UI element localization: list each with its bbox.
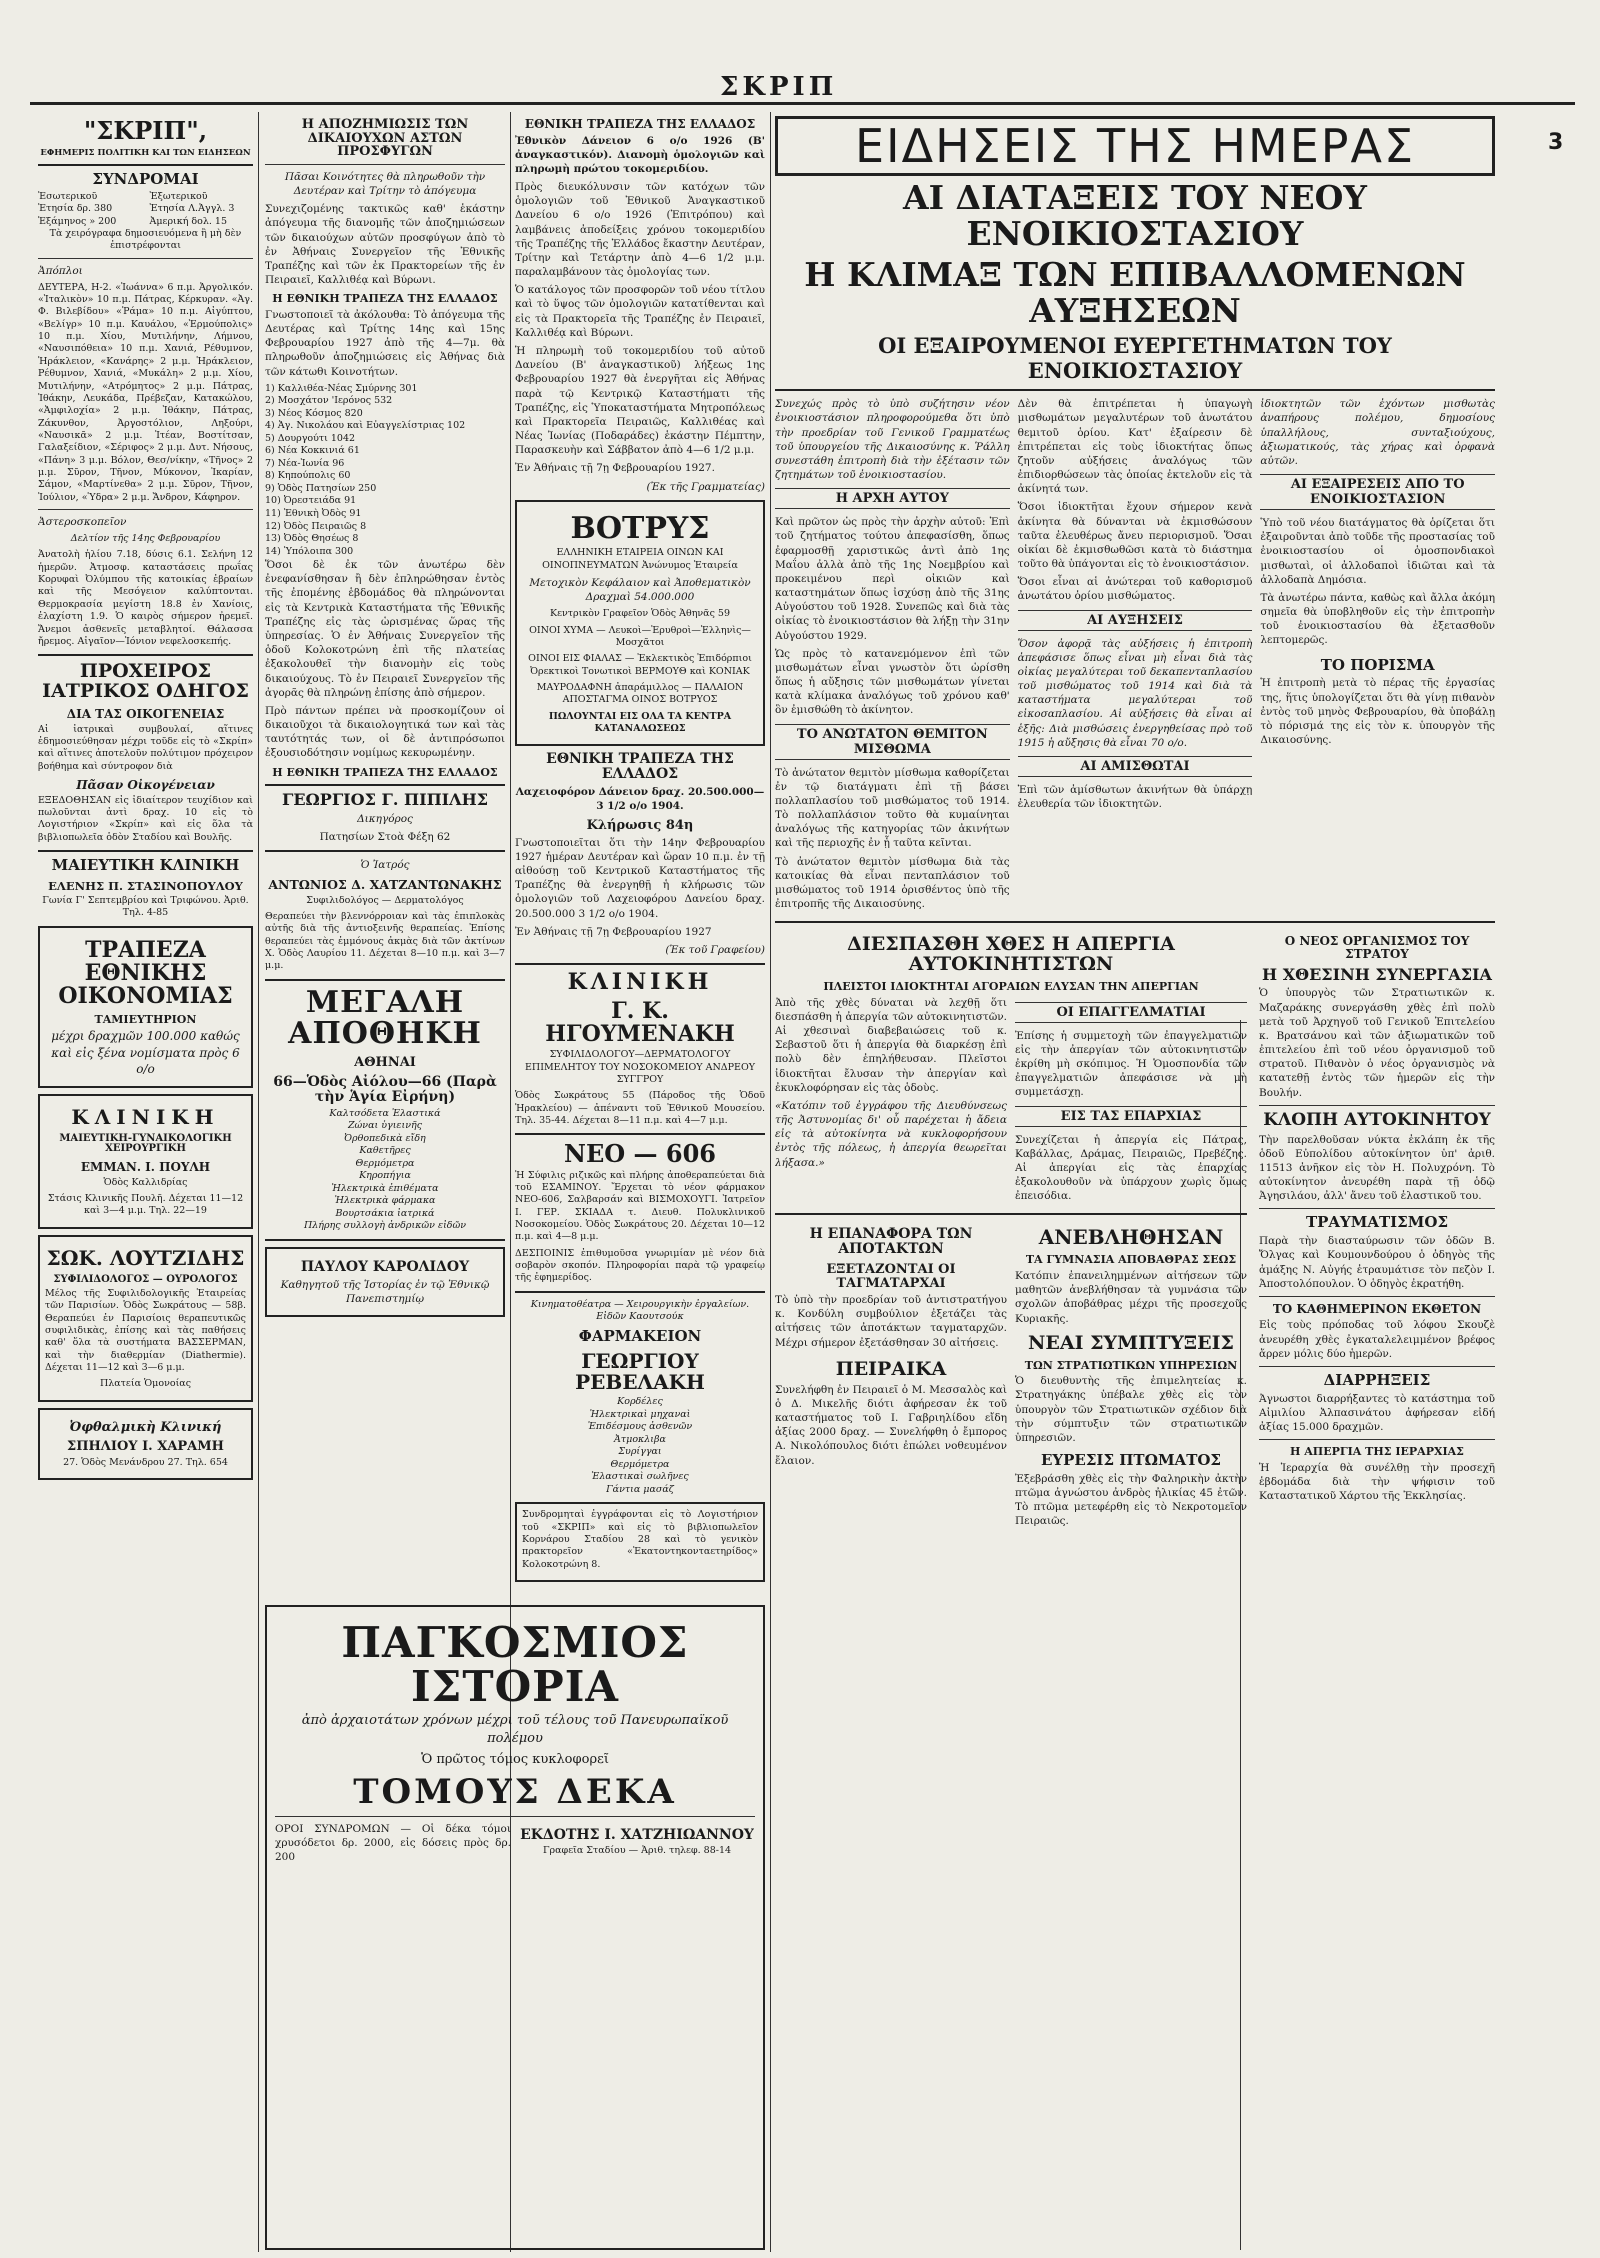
- lottery-draw: Κλήρωσις 84η: [586, 818, 694, 834]
- list-item: 10) Ὀρεστειάδα 91: [265, 495, 357, 507]
- rule: [275, 1816, 755, 1817]
- rule: [775, 389, 1495, 391]
- list-item: 6) Νέα Κοκκινιά 61: [265, 445, 360, 457]
- car-theft-heading: ΚΛΟΠΗ ΑΥΤΟΚΙΝΗΤΟΥ: [1263, 1109, 1491, 1130]
- store-items: [265, 1108, 505, 1233]
- list-item: Ἠλεκτρικαὶ μηχαναὶ: [589, 1408, 691, 1420]
- rent-text-right-3: Ὅσοι εἶναι αἱ ἀνώτεραι τοῦ καθορισμοῦ ἀνωτάτου ὁρίου μισθώματος.: [1017, 576, 1253, 603]
- rent-text-right-2: Ὅσοι ἰδιοκτῆται ἔχουν σήμερον κενὰ ἀκίνητα θὰ δύνανται νὰ ἐκμισθώσουν ταῦτα ἐλευθέρως ἄνευ περιορισμοῦ. Ὅσαι οἰκίαι δὲ ἐκμισθωθῶσι κατὰ τὸ διάστημα τοῦτο θὰ ὑπάγονται εἰς τὸ ἐνοικιοστάσιον.: [1017, 501, 1253, 571]
- subscriptions-table: [38, 191, 253, 228]
- rule: [265, 850, 505, 852]
- history-publisher: ΕΚΔΟΤΗΣ Ι. ΧΑΤΖΗΙΩΑΝΝΟΥ: [520, 1826, 754, 1843]
- sub-inland-half: Ἑξάμηνος » 200: [38, 215, 117, 227]
- rule: [1259, 1366, 1495, 1367]
- news-section: [775, 112, 1495, 2252]
- doctor-name: ΣΩΚ. ΛΟΥΤΖΙΔΗΣ: [46, 1245, 245, 1270]
- publication-text: Καθηγητοῦ τῆς Ἱστορίας ἐν τῷ Ἐθνικῷ Πανεπιστημίῳ: [280, 1278, 490, 1305]
- clinic-heading-2: ΚΛΙΝΙΚΗ: [567, 969, 713, 996]
- doctor-ad: [38, 1235, 253, 1402]
- list-item: 4) Ἀγ. Νικολάου καὶ Εὐαγγελίστριας 102: [265, 420, 466, 432]
- pharmacy-heading: ΦΑΡΜΑΚΕΙΟΝ: [578, 1327, 702, 1346]
- rule: [265, 1239, 505, 1241]
- list-item: 7) Νέα-Ἰωνία 96: [265, 457, 345, 469]
- ships-text: ΔΕΥΤΕΡΑ, Η-2. «Ἰωάννα» 6 π.μ. Ἀργολικόν. «Ἰταλικὸν» 10 π.μ. Πάτρας, Κέρκυραν. «Ἀγ. Φ. Βιλεβίδου» «Ῥάμα» 10 π.μ. Αἰγύπτου, «Βελίγρ» 10 π.μ. Καυάλου, «Ἐρμούπολις» 10 π.μ. Χίου, Μυτιλήνην, Λήμνου, «Ναυσιπόθεια» 10 π.μ. Χανιά, Ρέθυμνον, Ἡράκλειον, «Κανάρης» 2 μ.μ. Ἡράκλειον, Ρέθυμνον, Χανιά, «Μυκάλη» 2 μ.μ. Χίου, Μυτιλήνην, «Ατρόμητος» 2 μ.μ. Πάτρας, Ἰθάκην, Λευκάδα, Πρέβεζαν, Κατακώλου, «Ἀμφιλοχία» 2 μ.μ. Ἰθάκην, Πάτρας, Ζάκυνθον, Ἀργοστόλιον, Ληξούρι, «Ναυσικᾶ» 2 μ.μ. Ἰτέαν, Βοστίτσαν, Γαλαξείδιον, «Σέριφος» 2 μ.μ. Δυτ. Νήσους, «Πάνη» 3 μ.μ. Βόλον, Θεσ/νίκην, «Τῆνος» 2 μ.μ. Σῦρον, Τῆνον, Μύκονον, Ἰκαρίαν, Σάμον, «Μαρτίνεθα» 2 μ.μ. Σῦρον, Τῆνον, Ἰούλιον, «Ὑδρα» 2 μ.μ. Ἄνδρον, Κάφηρον.: [38, 281, 253, 503]
- guide-text: Αἱ ἰατρικαὶ συμβουλαί, αἵτινες ἐδημοσιεύθησαν μέχρι τοῦδε εἰς τὸ «Σκρίπ» καὶ αἵτινες ἀποτελοῦν πολύτιμον πρόχειρον βοήθημα καὶ σύντροφον διὰ: [38, 723, 253, 772]
- lottery-heading: ΕΘΝΙΚΗ ΤΡΑΠΕΖΑ ΤΗΣ ΕΛΛΑΔΟΣ: [546, 751, 734, 783]
- list-item: 11) Ἐθνικὴ Ὀδὸς 91: [265, 508, 362, 520]
- list-item: Βουρτσάκια ἰατρικά: [335, 1207, 435, 1219]
- list-item: Ὀρθοπεδικὰ εἴδη: [344, 1132, 426, 1144]
- clinic-hours: Στάσις Κλινικῆς Πουλῆ. Δέχεται 11—12 καὶ 3—4 μ.μ. Τηλ. 22—19: [47, 1192, 244, 1217]
- loan-text-3: Ἡ πληρωμὴ τοῦ τοκομεριδίου τοῦ αὐτοῦ Δανείου (Β' ἀναγκαστικοῦ) λήξεως 1ης Φεβρουαρίου 1927 θὰ ἐνεργῆται εἰς Ἀθήνας παρὰ τῷ Κεντρικῷ Καταστήματι τῆς Τραπέζης, εἰς Ὑποκαταστήματα Μητροπόλεως καὶ Πρακτορεῖα Πειραιῶς, Καλλιθέας καὶ Νέας Ἰωνίας (Ποδαράδες) ἑκάστην Πέμπτην, Παρασκευὴν καὶ Σάββατον ἀπὸ 4—6 1/2 μ.μ.: [515, 345, 765, 457]
- increases-text: Ὅσον ἀφορᾷ τὰς αὐξήσεις ἡ ἐπιτροπὴ ἀπεφάσισε ὅπως εἶναι μὴ εἶναι διὰ τὰς οἰκίας μεγαλύτεραι τοῦ δεκαπενταπλασίου τοῦ μισθώματος τοῦ 1914 καὶ διὰ τὰ καταστήματα μεγαλύτεραι τοῦ εἰκοσαπλασίου. Αἱ αὐξήσεις θὰ εἶναι αἱ ἑξῆς: Διὰ μισθώσεις ἐνεργηθείσας πρὸ τοῦ 1915 ἡ αὔξησις θὰ εἶναι 70 ο/ο.: [1017, 637, 1253, 749]
- list-item: Ἀτμοκλιβα: [614, 1433, 666, 1445]
- far-text-1: ἰδιοκτητῶν τῶν ἐχόντων μισθωτὰς ἀναπήρους πολέμου, δημοσίους ὑπαλλήλους, συνταξιούχους, ἀξιωματικούς, τὰς χήρας καὶ ὀρφανὰ αὐτῶν.: [1260, 398, 1495, 467]
- communities-list: [265, 383, 505, 558]
- sub-foreign-us: Ἀμερική δολ. 15: [149, 215, 228, 227]
- officers-subheading: ΕΞΕΤΑΖΟΝΤΑΙ ΟΙ ΤΑΓΜΑΤΑΡΧΑΙ: [826, 1261, 956, 1291]
- list-item: Ἐλαστικαὶ σωλῆνες: [591, 1471, 689, 1483]
- lawyer-title: Δικηγόρος: [357, 812, 413, 825]
- lottery-office: (Ἐκ τοῦ Γραφείου): [665, 943, 765, 956]
- conclusion-text: Ἡ ἐπιτροπὴ μετὰ τὸ πέρας τῆς ἐργασίας της, ἥτις ὑπολογίζεται ὅτι θὰ γίνῃ πιθανὸν ἐντὸς τοῦ μηνὸς Φεβρουαρίου, θὰ ὑποβάλῃ τὸ πόρισμά της εἰς τὸν κ. ὑπουργὸν τῆς Δικαιοσύνης.: [1260, 677, 1495, 747]
- strike-subheadline: ΠΛΕΙΣΤΟΙ ΙΔΙΟΚΤΗΤΑΙ ΑΓΟΡΑΙΩΝ ΕΛΥΣΑΝ ΤΗΝ ΑΠΕΡΓΙΑΝ: [823, 980, 1199, 994]
- army-subheading: Η ΧΘΕΣΙΝΗ ΣΥΝΕΡΓΑΣΙΑ: [1262, 964, 1492, 984]
- doctor-label: Ὁ Ἰατρός: [360, 859, 410, 872]
- compensation-subheading: Πᾶσαι Κοινότητες θὰ πληρωθοῦν τὴν Δευτέραν καὶ Τρίτην τὸ ἀπόγευμα: [284, 170, 486, 198]
- maternity-heading: ΜΑΙΕΥΤΙΚΗ ΚΛΙΝΙΚΗ: [51, 856, 240, 875]
- exemptions-heading: ΑΙ ΕΞΑΙΡΕΣΕΙΣ ΑΠΟ ΤΟ ΕΝΟΙΚΙΟΣΤΑΣΙΟΝ: [1260, 474, 1495, 510]
- astro-heading: Ἀστεροσκοπεῖον: [38, 515, 127, 528]
- strike-text: Ἀπὸ τῆς χθὲς δύναται νὰ λεχθῇ ὅτι διεσπάσθη ἡ ἀπεργία τῶν αὐτοκινητιστῶν. Αἱ χθεσιναὶ διαβεβαιώσεις τοῦ κ. Σεβαστοῦ ὅτι ἡ ἀπεργία θὰ διαρκέσῃ ἐπὶ πολὺ δὲν ἐπηλήθευσαν. Πλεῖστοι ἰδιοκτῆται ἔλυσαν τὴν ἀπεργίαν καὶ ἐκυκλοφόρησαν εἰς τὰς ὁδοὺς.: [775, 996, 1007, 1094]
- store-address: 66—Ὁδὸς Αἰόλου—66 (Παρὰ τὴν Ἁγία Εἰρήνη): [273, 1074, 497, 1105]
- lower-news-grid: [775, 1221, 1247, 1532]
- notice-text: ΔΕΣΠΟΙΝΙΣ ἐπιθυμοῦσα γνωριμίαν μὲ νέον διὰ σοβαρὸν σκοπόν. Πληροφορίαι παρὰ τῷ γραφείῳ τῆς ἐφημερίδος.: [515, 1247, 765, 1284]
- history-price: ΟΡΟΙ ΣΥΝΔΡΟΜΩΝ — Οἱ δέκα τόμοι χρυσόδετοι δρ. 2000, εἰς δόσεις πρὸς δρ. 200: [275, 1822, 511, 1863]
- subscriptions-heading: ΣΥΝΔΡΟΜΑΙ: [92, 170, 199, 189]
- botrys-office: Κεντρικὸν Γραφεῖον Ὁδὸς Ἀθηνᾶς 59: [549, 608, 731, 620]
- army-text: Ὁ ὑπουργὸς τῶν Στρατιωτικῶν κ. Μαζαράκης συνεργάσθη χθὲς ἐπὶ πολὺ μετὰ τοῦ Ἀρχηγοῦ τοῦ Γενικοῦ Ἐπιτελείου κ. Βρατσάνου καὶ τῶν ἀξιωματικῶν τοῦ ἐπιτελείου ἐπὶ τοῦ νέου ὀργανισμοῦ τοῦ στρατοῦ. Πιθανὸν ὁ νέος ὀργανισμὸς νὰ κατατεθῇ ἐντὸς τῶν ἡμερῶν εἰς τὴν Βουλήν.: [1259, 987, 1495, 1099]
- clinic-address: Ὁδὸς Καλλιδρίας: [103, 1176, 188, 1188]
- provinces-heading: ΕΙΣ ΤΑΣ ΕΠΑΡΧΙΑΣ: [1015, 1106, 1247, 1127]
- compensation-text-4: Πρὸ πάντων πρέπει νὰ προσκομίζουν οἱ δικαιοῦχοι τὰ δικαιολογητικά των καὶ τὰς ταυτότητάς των, οἱ δὲ ἀντιπρόσωποι ἐξουσιοδότησιν νομίμως κεκυρωμένην.: [265, 704, 505, 760]
- clinic-text-2: Ὁδὸς Σωκράτους 55 (Πάροδος τῆς Ὁδοῦ Ἡρακλείου) — ἀπέναντι τοῦ Ἐθνικοῦ Μουσείου. Τηλ. 35-44. Δέχεται 8—11 π.μ. καὶ 4—7 μ.μ.: [515, 1090, 765, 1127]
- services-subheading: ΤΩΝ ΣΤΡΑΤΙΩΤΙΚΩΝ ΥΠΗΡΕΣΙΩΝ: [1024, 1358, 1238, 1372]
- unrented-text: Ἐπὶ τῶν ἀμίσθωτων ἀκινήτων θὰ ὑπάρχῃ ἐλευθερία τῶν ἰδιοκτητῶν.: [1017, 783, 1253, 811]
- paper-title: "ΣΚΡΙΠ",: [83, 116, 208, 145]
- loan-heading: ΕΘΝΙΚΗ ΤΡΑΠΕΖΑ ΤΗΣ ΕΛΛΑΔΟΣ: [524, 117, 756, 131]
- hierarchy-text: Ἡ Ἱεραρχία θὰ συνέλθῃ τὴν προσεχῆ ἑβδομάδα διὰ τὴν ψήφισιν τοῦ Καταστατικοῦ Χάρτου τῆς Ἐκκλησίας.: [1259, 1461, 1495, 1503]
- maternity-name: ΕΛΕΝΗΣ Π. ΣΤΑΣΙΝΟΠΟΥΛΟΥ: [48, 878, 243, 893]
- rule: [515, 1133, 765, 1135]
- page-number: 3: [1548, 130, 1564, 155]
- store-city: ΑΘΗΝΑΙ: [354, 1054, 416, 1070]
- list-item: Καλτσόδετα Ἐλαστικά: [329, 1107, 441, 1119]
- rule: [38, 258, 253, 259]
- list-item: Κορδέλες: [617, 1396, 663, 1408]
- neo-606-heading: ΝΕΟ — 606: [564, 1139, 716, 1169]
- rule: [1259, 1208, 1495, 1209]
- astro-date: Δελτίον τῆς 14ης Φεβρουαρίου: [70, 533, 221, 545]
- list-item: Ζώναι ὑγιεινῆς: [347, 1120, 423, 1132]
- maternity-address: Γωνία Γ' Σεπτεμβρίου καὶ Τριφώνου. Ἀριθ. Τηλ. 4-85: [42, 894, 249, 919]
- strike-text-3: Ἐπίσης ἡ συμμετοχὴ τῶν ἐπαγγελματιῶν εἰς τὴν ἀπεργίαν τῶν αὐτοκινητιστῶν ἐκρίθη μὴ σκόπιμος. Ἡ Ὁμοσπονδία τῶν ἐπαγγελματιῶν ἀπεφάσισε νὰ μὴ συμμετάσχῃ.: [1015, 1029, 1247, 1099]
- rule: [265, 784, 505, 786]
- publication-author: ΠΑΥΛΟΥ ΚΑΡΟΛΙΔΟΥ: [300, 1258, 470, 1275]
- rule: [38, 654, 253, 656]
- list-item: Γάντια μασάζ: [606, 1483, 674, 1495]
- lottery-text: Γνωστοποιεῖται ὅτι τὴν 14ην Φεβρουαρίου 1927 ἡμέραν Δευτέραν καὶ ὥραν 10 π.μ. ἐν τῇ αἰθούσῃ τοῦ Κεντρικοῦ Καταστήματος τῆς Τραπέζης θὰ ἐνεργηθῇ ἡ κλήρωσις τῶν ὁμολογιῶν τοῦ Λαχειοφόρου Δανείου δραχ. 20.500.000 3 1/2 ο/ο 1904.: [515, 836, 765, 920]
- loan-text-1: Πρὸς διευκόλυνσιν τῶν κατόχων τῶν ὁμολογιῶν τοῦ Ἐθνικοῦ Ἀναγκαστικοῦ Δανείου 6 ο/ο 1926 (Ἐπιτρόπου) καὶ λαμβάνεις ἀποδείξεις χρόνου τοκομεριδίου τῆς Τραπέζης τῆς Ἑλλάδος ἔκαστην Δευτέραν, Τρίτην καὶ Τετάρτην ἀπὸ 4—6 1/2 μ.μ. παραλαμβάνουν τὰς ὁμολογίας των.: [515, 181, 765, 279]
- botrys-subheading: ΕΛΛΗΝΙΚΗ ΕΤΑΙΡΕΙΑ ΟΙΝΩΝ ΚΑΙ ΟΙΝΟΠΝΕΥΜΑΤΩΝ Ἀνώνυμος Ἑταιρεία: [542, 547, 738, 571]
- burglary-heading: ΔΙΑΡΡΗΞΕΙΣ: [1323, 1370, 1431, 1389]
- injury-text: Παρὰ τὴν διασταύρωσιν τῶν ὁδῶν Β. Ὄλγας καὶ Κουμουνδούρου ὁ ὁδηγὸς τῆς ἁμάξης Ν. Αὐγής ἐτραυμάτισε τὸν πεζὸν Ι. Ἀποστολόπουλον. Ὁ ὁδηγὸς ἐκρατήθη.: [1259, 1235, 1495, 1290]
- clinic-heading: ΚΛΙΝΙΚΗ: [71, 1104, 220, 1129]
- bank-text: μέχρι δραχμῶν 100.000 καθώς καὶ εἰς ξένα νομίσματα πρὸς 6 ο/ο: [51, 1029, 240, 1076]
- rent-text: Ὡς πρὸς τὸ κατανεμόμενον ἐπὶ τῶν μισθωμάτων εἶναι γνωστὸν ὅτι ὡρίσθη ὅπως ἡ αὔξησις τῶν μισθωμάτων γίνεται κατὰ κλίμακα ἀναλόγως τοῦ χρόνου καθ' ὃν ἐμισθώθη τὸ ἀκίνητον.: [775, 647, 1010, 717]
- rent-text-right-1: Δὲν θὰ ἐπιτρέπεται ἡ ὑπαγωγὴ μισθωμάτων μεγαλυτέρων τοῦ ἀνωτάτου θεμιτοῦ ὁρίου. Κατ' ἐξαίρεσιν δὲ ἐπιτρέπεται εἰς τοὺς ἰδιοκτήτας ὅπως ζητοῦν αὐξήσεις ἀναλόγως τῶν ἐπιδιορθώσεων τὰς ὁποίας ἐκτελοῦν εἰς τὰ ἀκίνητά των.: [1017, 398, 1253, 496]
- start-text: Καὶ πρῶτον ὡς πρὸς τὴν ἀρχὴν αὐτοῦ: Ἐπὶ τοῦ ζητήματος τούτου ἀπεφασίσθη, ὅπως ἐφαρμοσθῇ χαριστικῶς ἀντὶ ἀπὸ 1ης Μαΐου ἀλλὰ ἀπὸ τῆς 1ης Νοεμβρίου καὶ προκειμένου περὶ οἰκιῶν καὶ καταστημάτων ὅπως ἰσχύσῃ ἀπὸ τῆς 31ης Αὐγούστου τοῦ 1928. Συνεπῶς καὶ διὰ τὰς οἰκίας τὸ ἐνοικιοστάσιον θὰ λήξῃ τὴν 31ην Αὐγούστου 1929.: [775, 516, 1010, 642]
- sub-inland-year: Ἐτησία δρ. 380: [38, 203, 113, 215]
- postponed-heading: ΑΝΕΒΛΗΘΗΣΑΝ: [1038, 1225, 1224, 1250]
- history-publisher-note: Γραφεῖα Σταδίου — Ἀριθ. τηλεφ. 88-14: [542, 1845, 732, 1857]
- rent-article: [775, 397, 1495, 915]
- list-item: 14) Ὑπόλοιπα 300: [265, 545, 354, 557]
- list-item: 2) Μοσχάτον 'Ιερόνος 532: [265, 395, 393, 407]
- lower-news-left: [775, 929, 1247, 1532]
- clinic-subtitle: ΜΑΙΕΥΤΙΚΗ-ΓΥΝΑΙΚΟΛΟΓΙΚΗ ΧΕΙΡΟΥΡΓΙΚΗ: [59, 1132, 232, 1155]
- rule: [515, 963, 765, 965]
- rule: [775, 1213, 1247, 1215]
- pharmacy-name: ΓΕΩΡΓΙΟΥ ΡΕΒΕΛΑΚΗ: [575, 1349, 705, 1395]
- botrys-ad: [515, 500, 765, 747]
- postponed-subheading: ΤΑ ΓΥΜΝΑΣΙΑ ΑΠΟΒΑΘΡΑΣ ΣΕΩΣ: [1025, 1253, 1237, 1267]
- botrys-capital: Μετοχικὸν Κεφάλαιον καὶ Ἀποθεματικὸν Δραχμαὶ 54.000.000: [529, 576, 751, 604]
- paper-subtitle: ΕΦΗΜΕΡΙΣ ΠΟΛΙΤΙΚΗ ΚΑΙ ΤΩΝ ΕΙΔΗΣΕΩΝ: [40, 148, 251, 159]
- guide-text-2: ΕΞΕΔΟΘΗΣΑΝ εἰς ἰδιαίτερον τευχίδιον καὶ πωλοῦνται ἀντὶ δραχ. 10 εἰς τὸ Λογιστήριον «Σκρίπ» καὶ εἰς ὅλα τὰ βιβλιοπωλεῖα ὁδὸν Σταδίου καὶ Βουλῆς.: [38, 794, 253, 843]
- strike-text-2: «Κατόπιν τοῦ ἐγγράφου τῆς Διευθύνσεως τῆς Ἀστυνομίας δι' οὗ παρέχεται ἡ ἄδεια εἰς τὰ αὐτοκίνητα νὰ κυκλοφορήσουν ἐντὸς τῆς πόλεως, ἡ ἀπεργία θεωρεῖται λήξασα.»: [775, 1099, 1007, 1169]
- list-item: 8) Κηπούπολις 60: [265, 470, 351, 482]
- botrys-bottles: ΟΙΝΟΙ ΕΙΣ ΦΙΑΛΑΣ — Ἐκλεκτικὸς Ἐπιδόρπιοι Ὀρεκτικοὶ Τονωτικοὶ ΒΕΡΜΟΥΘ καὶ ΚΟΝΙΑΚ: [528, 653, 752, 677]
- loan-text-2: Ὁ κατάλογος τῶν προσφορῶν τοῦ νέου τίτλου καὶ τὸ ὕψος τῶν ὁμολογιῶν κατατίθενται καὶ εἰς τὰ Πρακτορεῖα τῆς Τραπέζης ἐν Πειραιεῖ, Καλλιθέᾳ καὶ Βύρωνι.: [515, 284, 765, 339]
- masthead-rule: [30, 102, 1575, 105]
- start-section-heading: Η ΑΡΧΗ ΑΥΤΟΥ: [775, 488, 1010, 509]
- eye-clinic-address: 27. Ὁδὸς Μενάνδρου 27. Τηλ. 654: [63, 1457, 228, 1469]
- column-divider: [770, 112, 771, 2252]
- conclusion-heading: ΤΟ ΠΟΡΙΣΜΑ: [1320, 655, 1435, 674]
- list-item: Θερμόμετρα: [610, 1458, 670, 1470]
- list-item: Συρίγγαι: [618, 1446, 662, 1458]
- doctor-title-2: Συφιλιδολόγος — Δερματολόγος: [306, 894, 464, 906]
- army-heading: Ο ΝΕΟΣ ΟΡΓΑΝΙΣΜΟΣ ΤΟΥ ΣΤΡΑΤΟΥ: [1284, 934, 1470, 961]
- increases-heading: ΑΙ ΑΥΞΗΣΕΙΣ: [1018, 610, 1253, 631]
- sub-note: Τὰ χειρόγραφα δημοσιευόμενα ἢ μὴ δὲν ἐπιστρέφονται: [49, 227, 242, 252]
- pharmacy-stock: Κινηματοθέατρα — Χειρουργικὴν ἐργαλείων. Εἰδῶν Καουτσούκ: [530, 1298, 750, 1323]
- column-1: [38, 112, 253, 2252]
- strike-text-4: Συνεχίζεται ἡ ἀπεργία εἰς Πάτρας, Καβάλλας, Δράμας, Πειραιῶς, Πρεβέζης. Αἱ ἀπεργίαι εἰς τὰς ἐπαρχίας ἐξακολουθοῦν νὰ ὑπάρχουν χωρὶς ὅμως ἐπεισόδια.: [1015, 1133, 1247, 1203]
- astro-text: Ἀνατολὴ ἡλίου 7.18, δύσις 6.1. Σελήνη 12 ἡμερῶν. Ἀτμοσφ. καταστάσεις πρωΐας Κορυφαὶ Ὀλύμπου τῆς κατοικίας ἐβραίων καὶ τῆς Μεσόγειον καλύπτονται. Θερμοκρασία μεγίστη 18.8 ἐν Χανίοις, ἐλαχίστη 1.9. Ὁ καιρὸς σήμερον ἠρεμεῖ. Ἄνεμοι ἀσθενεῖς μεταβλητοί. Θάλασσα ἤρεμος. Αἰγαῖον—Ἰόνιον νεφελοσκεπής.: [38, 549, 253, 647]
- news-banner: ΕΙΔΗΣΕΙΣ ΤΗΣ ΗΜΕΡΑΣ: [775, 116, 1495, 176]
- loan-subheading: Ἐθνικὸν Δάνειον 6 ο/ο 1926 (Β' ἀναγκαστικόν). Διανομὴ ὁμολογιῶν καὶ πληρωμὴ πρώτου τοκομεριδίου.: [515, 134, 765, 175]
- rule: [1259, 1296, 1495, 1297]
- clinic-name: ΕΜΜΑΝ. Ι. ΠΟΥΛΗ: [80, 1159, 211, 1174]
- botrys-sale: ΠΩΛΟΥΝΤΑΙ ΕΙΣ ΟΛΑ ΤΑ ΚΕΝΤΡΑ ΚΑΤΑΝΑΛΩΣΕΩΣ: [548, 710, 732, 734]
- strike-article: [775, 996, 1247, 1208]
- max-rent-text: Τὸ ἀνώτατον θεμιτὸν μίσθωμα καθορίζεται ἐν τῷ διατάγματι ἐπὶ τῇ βάσει πολλαπλασίου τοῦ μισθώματος τοῦ 1914. Τὸ πολλαπλάσιον τοῦτο θὰ κυμαίνηται ἀναλόγως τῆς κατηγορίας τῶν ἀκινήτων καὶ τῆς περιοχῆς ἐν ᾗ ταῦτα κεῖνται.: [775, 766, 1010, 850]
- doctor-title: ΣΥΦΙΛΙΔΟΛΟΓΟΣ — ΟΥΡΟΛΟΓΟΣ: [53, 1273, 238, 1285]
- list-item: Καθετῆρες: [359, 1145, 411, 1157]
- lawyer-address: Πατησίων Στοὰ Φέξη 62: [319, 831, 451, 844]
- unrented-heading: ΑΙ ΑΜΙΣΘΩΤΑΙ: [1018, 756, 1253, 777]
- botrys-distillate: ΜΑΥΡΟΔΑΦΝΗ ἀπαράμιλλος — ΠΑΛΑΙΟΝ ΑΠΟΣΤΑΓΜΑ ΟΙΝΟΣ ΒΟΤΡΥΟΣ: [536, 681, 744, 706]
- rule: [775, 921, 1495, 923]
- bank-name: ΤΡΑΠΕΖΑ ΕΘΝΙΚΗΣ ΟΙΚΟΝΟΜΙΑΣ: [58, 936, 233, 1009]
- doctor-text-2: Θεραπεύει τὴν βλεννόρροιαν καὶ τὰς ἐπιπλοκὰς αὐτῆς διὰ τῆς ἀντιοξεινῆς θεραπείας. Ἐπίσης θεραπεύει τὰς ἐμμόνους ἀκμὰς διὰ τῶν ἀκτίνων X. Ὁδὸς Λαυρίου 11. Δέχεται 8—10 π.μ. καὶ 3—7 μ.μ.: [265, 910, 505, 972]
- piraeus-text: Συνελήφθη ἐν Πειραιεῖ ὁ Μ. Μεσσαλὸς καὶ ὁ Δ. Μικελῆς διότι ἀφήρεσαν ἐκ τοῦ καταστήματος τοῦ Ι. Γαβριηλίδου εἴδη ἀξίας 2000 δραχ. — Συνελήφθη ὁ ἔμπορος Α. Νικολόπουλος διότι ἐπώλει νοθευμένον ἔλαιον.: [775, 1383, 1007, 1467]
- list-item: Θερμόμετρα: [355, 1157, 415, 1169]
- store-heading: ΜΕΓΑΛΗ ΑΠΟΘΗΚΗ: [288, 984, 482, 1052]
- history-footer: [275, 1822, 755, 1869]
- max-rent-heading: ΤΟ ΑΝΩΤΑΤΟΝ ΘΕΜΙΤΟΝ ΜΙΣΘΩΜΑ: [775, 724, 1010, 760]
- rule: [265, 164, 505, 165]
- lottery-subheading: Λαχειοφόρον Δάνειον δραχ. 20.500.000—3 1/2 ο/ο 1904.: [515, 785, 765, 812]
- list-item: 13) Ὀδὸς Θησέως 8: [265, 533, 359, 545]
- foundling-text: Εἰς τοὺς πρόποδας τοῦ λόφου Σκουζὲ ἀνευρέθη χθὲς ἐγκαταλελειμμένον βρέφος ἄρρεν μόλις δύο ἡμερῶν.: [1259, 1319, 1495, 1360]
- list-item: Ἠλεκτρικὰ φάρμακα: [334, 1195, 436, 1207]
- injury-heading: ΤΡΑΥΜΑΤΙΣΜΟΣ: [1305, 1213, 1449, 1232]
- burglary-text: Ἀγνωστοι διαρρήξαντες τὸ κατάστημα τοῦ Αἰμιλίου Ἀλπασινάτου ἀφήρεσαν εἰδή ἀξίας 15.000 δραχμῶν.: [1259, 1392, 1495, 1434]
- piraeus-heading: ΠΕΙΡΑΙΚΑ: [835, 1357, 947, 1380]
- rule: [1259, 1105, 1495, 1106]
- guide-heading: ΠΡΟΧΕΙΡΟΣ ΙΑΤΡΙΚΟΣ ΟΔΗΓΟΣ: [42, 660, 249, 703]
- rent-subheadline: ΟΙ ΕΞΑΙΡΟΥΜΕΝΟΙ ΕΥΕΡΓΕΤΗΜΑΤΩΝ ΤΟΥ ΕΝΟΙΚΙΟΣΤΑΣΙΟΥ: [878, 333, 1392, 384]
- bank-subtitle: ΤΑΜΙΕΥΤΗΡΙΟΝ: [94, 1012, 197, 1026]
- rule: [515, 1291, 765, 1293]
- publication-ad: [265, 1247, 505, 1317]
- rule: [265, 979, 505, 981]
- body-found-heading: ΕΥΡΕΣΙΣ ΠΤΩΜΑΤΟΣ: [1040, 1451, 1222, 1470]
- sub-inland: Ἐσωτερικοῦ: [38, 190, 98, 202]
- sub-foreign-year: Ἐτησία Λ.Ἀγγλ. 3: [149, 203, 235, 215]
- national-bank-heading: Η ΕΘΝΙΚΗ ΤΡΑΠΕΖΑ ΤΗΣ ΕΛΛΑΔΟΣ: [272, 292, 498, 306]
- neo-606-text: Ἡ Σύφιλις ριζικῶς καὶ πλήρης ἀποθεραπεύεται διὰ τοῦ ΕΣΑΜΙΝΟΥ. Ἔρχεται τὸ νέον φάρμακον ΝΕΟ-606, Σαλβαρσάν καὶ ΒΙΣΜΟΧΟΥΓΙ. Ἰατρεῖον Ι. ΓΕΡ. ΣΚΙΑΔΑ τ. Διευθ. Πολυκλινικοῦ Νοσοκομείου. Ὁδὸς Σωκράτους 20. Δέχεται 10—12 π.μ. καὶ 4—8 μ.μ.: [515, 1169, 765, 1243]
- compensation-text-3: Ὅσοι δὲ ἐκ τῶν ἀνωτέρω δὲν ἐνεφανίσθησαν ἢ δὲν ἐπληρώθησαν ἐντὸς τῆς ἐπομένης ἑβδομάδος θὰ πληρώνονται εἰς τὰ Κεντρικὰ Καταστήματα τῆς Ἐθνικῆς Τραπέζης εἰς τὰς ὡρισμένας ὥρας τῆς ὑπηρεσίας. Ὁ ἐν Ἀθήναις Συνεργεῖον τῆς ὁδοῦ Κολοκοτρώνη ἐπὶ τῆς πλατείας ἐξακολουθεῖ τὴν διανομὴν εἰς τοὺς δικαιούχους. Τὸ ἐν Πειραιεῖ Συνεργεῖον τῆς ἀγορᾶς θὰ πληρώνῃ ἐπίσης ἀπὸ σήμερον.: [265, 559, 505, 699]
- officers-text: Τὸ ὑπὸ τὴν προεδρίαν τοῦ ἀντιστρατήγου κ. Κονδύλη συμβούλιον ἐξετάζει τὰς αἰτήσεις τῶν ἀποτάκτων ταγματαρχῶν. Μέχρι σήμερον ἐξετάσθησαν 30 αἰτήσεις.: [775, 1294, 1007, 1349]
- exemptions-text-2: Τὰ ἀνωτέρω πάντα, καθὼς καὶ ἄλλα ἀκόμη σημεῖα θὰ ὑποβληθοῦν εἰς τὴν ἐπιτροπὴν τοῦ ἐνοικιοστασίου θὰ ἐξετασθοῦν λεπτομερῶς.: [1260, 591, 1495, 647]
- eye-clinic-heading: Ὀφθαλμικὴ Κλινική: [69, 1419, 222, 1435]
- guide-family: Πᾶσαν Οἰκογένειαν: [76, 778, 215, 793]
- officers-heading: Η ΕΠΑΝΑΦΟΡΑ ΤΩΝ ΑΠΟΤΑΚΤΩΝ: [809, 1226, 973, 1258]
- strike-headline: ΔΙΕΣΠΑΣΘΗ ΧΘΕΣ Η ΑΠΕΡΓΙΑ ΑΥΤΟΚΙΝΗΤΙΣΤΩΝ: [847, 933, 1175, 976]
- list-item: Ἐπιδέσμους ἀσθενῶν: [587, 1421, 693, 1433]
- clinic-title-2: ΣΥΦΙΛΙΔΟΛΟΓΟΥ—ΔΕΡΜΑΤΟΛΟΓΟΥ ΕΠΙΜΕΛΗΤΟΥ ΤΟΥ ΝΟΣΟΚΟΜΕΙΟΥ ΑΝΔΡΕΟΥ ΣΥΓΓΡΟΥ: [524, 1049, 756, 1086]
- car-theft-text: Τὴν παρελθοῦσαν νύκτα ἐκλάπη ἐκ τῆς ὁδοῦ Εὐπολίδου αὐτοκίνητον ὑπ' ἀριθ. 11513 ἀνῆκον εἰς τὸν Η. Πολυχρόνη. Τὸ αὐτοκίνητον ἀνευρέθη παρὰ τῇ ὁδῷ Ἀγησιλάου, ἀλλ' ἄνευ τοῦ ἐλαστικοῦ του.: [1259, 1133, 1495, 1203]
- eye-clinic-ad: [38, 1408, 253, 1481]
- eye-clinic-name: ΣΠΗΛΙΟΥ Ι. ΧΑΡΑΜΗ: [67, 1439, 224, 1455]
- bank-signature: Η ΕΘΝΙΚΗ ΤΡΑΠΕΖΑ ΤΗΣ ΕΛΛΑΔΟΣ: [272, 765, 498, 779]
- botrys-heading: ΒΟΤΡΥΣ: [570, 510, 710, 546]
- list-item: Ἠλεκτρικὰ ἐπιθέματα: [331, 1182, 439, 1194]
- max-rent-text-2: Τὸ ἀνώτατον θεμιτὸν μίσθωμα διὰ τὰς κατοικίας θὰ εἶναι πενταπλάσιον τοῦ μισθώματος τοῦ 1914 ὁρισθέντος ὑπὸ τῆς ἐπιτροπῆς τῆς Δικαιοσύνης.: [775, 855, 1010, 911]
- foundling-heading: ΤΟ ΚΑΘΗΜΕΡΙΝΟΝ ΕΚΘΕΤΟΝ: [1272, 1301, 1482, 1316]
- doctor-text: Μέλος τῆς Συφιλιδολογικῆς Ἑταιρείας τῶν Παρισίων. Ὁδὸς Σωκράτους — 58β. Θεραπεύει ἐν Παρισίοις θεραπευτικῶς συφιλιδικὰς, ἐπίσης καὶ τὰς παθήσεις καθ' ὅλα τὰ συστήματα ΒΑΣΣΕΡΜΑΝ, καὶ τὴν διαθερμίαν (Diathermie). Δέχεται 11—12 καὶ 3—6 μ.μ.: [45, 1288, 246, 1374]
- list-item: 9) Ὁδὸς Πατησίων 250: [265, 482, 377, 494]
- list-item: 12) Ὀδὸς Πειραιῶς 8: [265, 520, 367, 532]
- body-found-text: Ἐξεβράσθη χθὲς εἰς τὴν Φαληρικὴν ἀκτὴν πτῶμα ἀγνώστου ἀνδρὸς ἠλικίας 45 ἐτῶν. Τὸ πτῶμα μετεφέρθη εἰς τὸ Νεκροτομεῖον Πειραιῶς.: [1015, 1472, 1247, 1528]
- lower-news: [775, 929, 1495, 1532]
- doctor-address: Πλατεία Ὁμονοίας: [99, 1378, 192, 1390]
- postponed-text: Κατόπιν ἐπανειλημμένων αἰτήσεων τῶν μαθητῶν ἀνεβλήθησαν τὰ γυμνάσια τῶν σχολῶν ἀποβάθρας μέχρι τῆς προσεχοῦς Κυριακῆς.: [1015, 1270, 1247, 1325]
- rule: [38, 164, 253, 166]
- column-2: [265, 112, 505, 1592]
- pharmacy-items: [515, 1396, 765, 1496]
- loan-office: (Ἐκ τῆς Γραμματείας): [646, 480, 765, 493]
- list-item: 3) Νέος Κόσμος 820: [265, 407, 363, 419]
- list-item: Κηροπήγια: [359, 1170, 411, 1182]
- clinic-name-2: Γ. Κ. ΗΓΟΥΜΕΝΑΚΗ: [545, 998, 735, 1048]
- sub-foreign: Ἐξωτερικοῦ: [149, 190, 208, 202]
- clinic-ad: [38, 1094, 253, 1229]
- rent-headline-1: ΑΙ ΔΙΑΤΑΞΕΙΣ ΤΟΥ ΝΕΟΥ ΕΝΟΙΚΙΟΣΤΑΣΙΟΥ: [903, 178, 1367, 254]
- column-3: [515, 112, 765, 1592]
- services-heading: ΝΕΑΙ ΣΥΜΠΤΥΞΕΙΣ: [1028, 1331, 1234, 1354]
- ships-label: Ἀπόπλοι: [38, 264, 83, 277]
- lower-news-right: [1259, 929, 1495, 1532]
- subscribe-text: Συνδρομηταὶ ἐγγράφονται εἰς τὸ Λογιστήριον τοῦ «ΣΚΡΙΠ» καὶ εἰς τὸ βιβλιοπωλεῖον Κορνάρου Σταδίου 28 καὶ τὸ γενικὸν πρακτορεῖον «Ἐκατοντηκονταετηρίδος» Κολοκοτρώνη 8.: [522, 1509, 758, 1570]
- rent-intro: Συνεχώς πρὸς τὸ ὑπὸ συζήτησιν νέον ἐνοικιοστάσιον πληροφορούμεθα ὅτι ὑπὸ τὴν προεδρίαν τοῦ Γενικοῦ Γραμματέως τοῦ ὑπουργείου τῆς Δικαιοσύνης κ. Ῥάλλη συνεστάθη ἐπιτροπὴ διὰ τὴν ἐξέτασιν τῶν ζητημάτων τοῦ ἐνοικιοστασίου.: [775, 398, 1010, 482]
- guide-subheading: ΔΙΑ ΤΑΣ ΟΙΚΟΓΕΝΕΙΑΣ: [66, 707, 225, 722]
- list-item: 5) Δουργούτι 1042: [265, 432, 356, 444]
- lottery-date: Ἐν Ἀθήναις τῇ 7ῃ Φεβρουαρίου 1927: [515, 925, 712, 938]
- national-bank-text: Γνωστοποιεῖ τὰ ἀκόλουθα: Τὸ ἀπόγευμα τῆς Δευτέρας καὶ Τρίτης 14ης καὶ 15ης Φεβρουαρίου 1927 ἀπὸ τῆς 4—7μ. θὰ πληρωθοῦν ἀποζημιώσεις εἰς Ἀθήνας διὰ τῶν κάτωθι Κοινοτήτων.: [265, 308, 505, 378]
- column-divider: [258, 112, 259, 2252]
- loan-date: Ἐν Ἀθήναις τῇ 7ῃ Φεβρουαρίου 1927.: [515, 462, 715, 475]
- lawyer-name: ΓΕΩΡΓΙΟΣ Γ. ΠΙΠΙΛΗΣ: [281, 790, 489, 810]
- professionals-heading: ΟΙ ΕΠΑΓΓΕΛΜΑΤΙΑΙ: [1015, 1002, 1247, 1023]
- history-ad: [265, 1605, 765, 2250]
- subscribe-notice: [515, 1502, 765, 1582]
- doctor-name-2: ΑΝΤΩΝΙΟΣ Δ. ΧΑΤΖΑΝΤΩΝΑΚΗΣ: [268, 877, 502, 893]
- hierarchy-heading: Η ΑΠΕΡΓΙΑ ΤΗΣ ΙΕΡΑΡΧΙΑΣ: [1290, 1445, 1464, 1459]
- masthead-title: ΣΚΡΙΠ: [720, 72, 838, 102]
- rule: [38, 850, 253, 852]
- history-subheading: ἀπὸ ἀρχαιοτάτων χρόνων μέχρι τοῦ τέλους τοῦ Πανευρωπαϊκοῦ πολέμου: [301, 1713, 729, 1746]
- bank-ad: [38, 926, 253, 1088]
- list-item: 1) Καλλιθέα-Νέας Σμύρνης 301: [265, 382, 418, 394]
- rule: [38, 509, 253, 510]
- compensation-text: Συνεχιζομένης τακτικῶς καθ' ἑκάστην ἀπόγευμα τῆς διανομῆς τῶν ἀποζημιώσεων τῶν δικαιούχων αὐτῶν προσφύγων ἀπὸ τὸ ἐν Ἀθήναις Συνεργεῖον τῆς Ἐθνικῆς Τραπέζης καὶ τῶν ἐκ Πρακτορείων τῆς ἐν Πειραιεῖ, Καλλιθέᾳ καὶ Βύρωνι.: [265, 203, 505, 287]
- compensation-heading: Η ΑΠΟΖΗΜΙΩΣΙΣ ΤΩΝ ΔΙΚΑΙΟΥΧΩΝ ΑΣΤΩΝ ΠΡΟΣΦΥΓΩΝ: [301, 117, 469, 160]
- rent-headline-2: Η ΚΛΙΜΑΞ ΤΩΝ ΕΠΙΒΑΛΛΟΜΕΝΩΝ ΑΥΞΗΣΕΩΝ: [804, 254, 1466, 330]
- history-note: Ὁ πρῶτος τόμος κυκλοφορεῖ: [421, 1752, 609, 1768]
- exemptions-text: Ὑπὸ τοῦ νέου διατάγματος θὰ ὁρίζεται ὅτι ἐξαιροῦνται ἀπὸ τοῦδε τῆς προστασίας τοῦ ἐνοικιοστασίου οἱ ὁμοσπονδιακοὶ μισθωταὶ, οἱ ἀλλοδαποὶ ἰδιῶται καὶ τὰ ἀλλοδαπὰ Δημόσια.: [1260, 517, 1495, 586]
- services-text: Ὁ διευθυντὴς τῆς ἐπιμελητείας κ. Στρατηγάκης ὑπέβαλε χθὲς εἰς τὸν ὑπουργὸν τῶν Στρατιωτικῶν σχέδιον διὰ τὴν σύμπτυξιν τῶν στρατιωτικῶν ὑπηρεσιῶν.: [1015, 1375, 1247, 1444]
- botrys-wines: ΟΙΝΟΙ ΧΥΜΑ — Λευκοὶ—Ἐρυθροὶ—Ἑλληνὶς—Μοσχᾶτοι: [529, 624, 751, 648]
- history-heading: ΠΑΓΚΟΣΜΙΟΣ ΙΣΤΟΡΙΑ: [341, 1618, 689, 1712]
- list-item: Πλήρης συλλογὴ ἀνδρικῶν εἰδῶν: [303, 1220, 467, 1232]
- masthead: [0, 0, 1600, 100]
- rule: [1259, 1439, 1495, 1440]
- history-volumes: ΤΟΜΟΥΣ ΔΕΚΑ: [353, 1771, 677, 1812]
